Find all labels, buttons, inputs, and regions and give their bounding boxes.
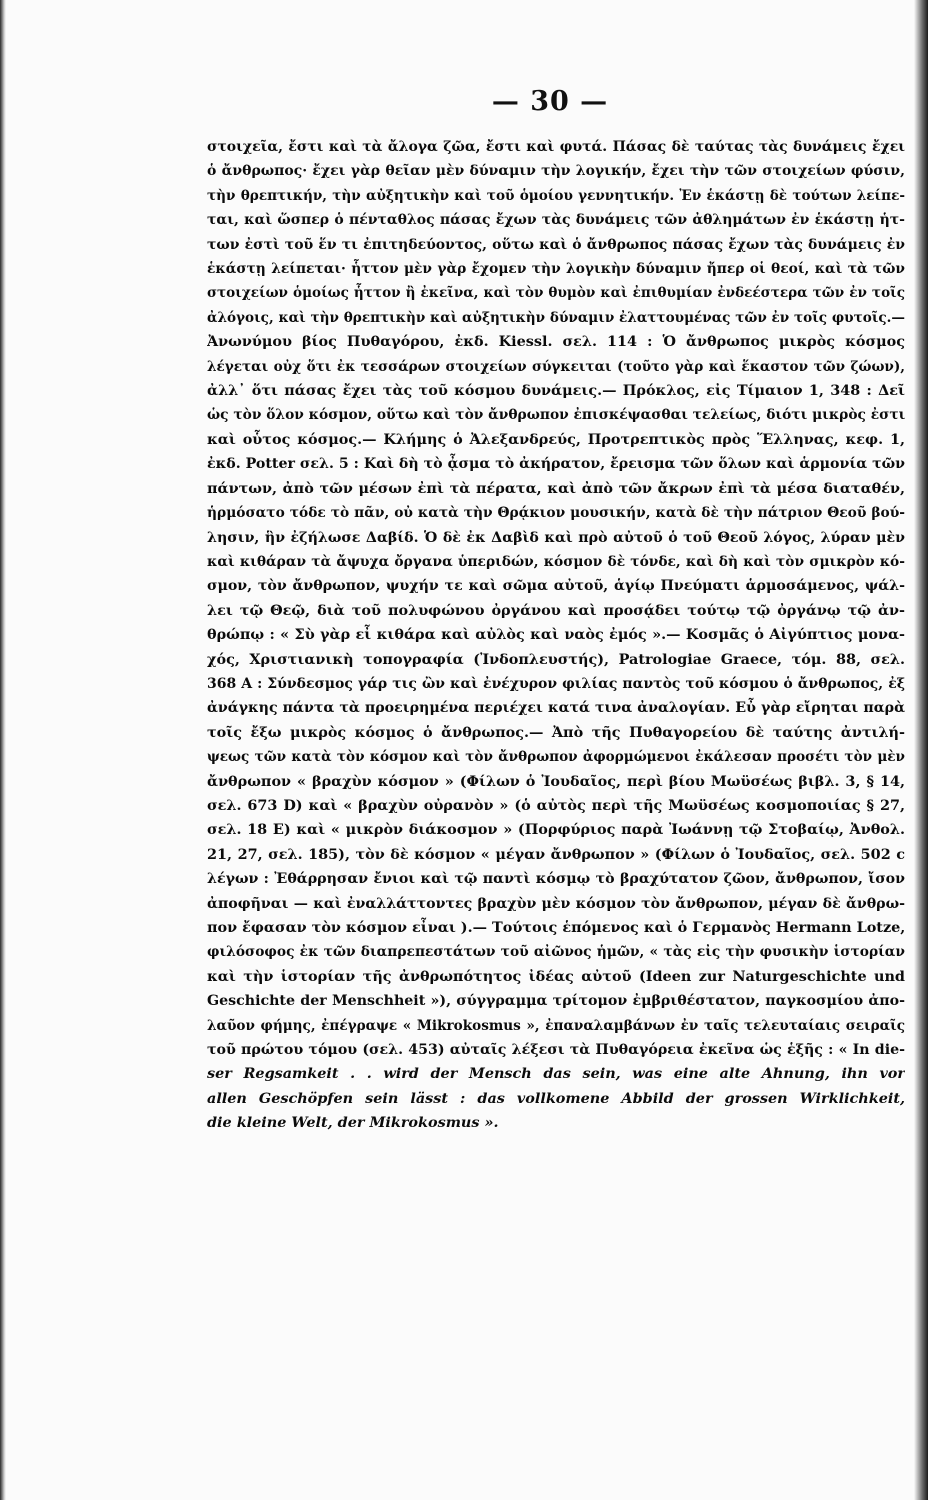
text-line: καὶ κιθάραν τὰ ἄψυχα ὄργανα ὑπεριδών, κόσμον δὲ τόνδε, καὶ δὴ καὶ τὸν σμικρὸν κό- [207, 553, 905, 570]
text-line: στοιχείων ὁμοίως ἧττον ἢ ἐκεῖνα, καὶ τὸν θυμὸν καὶ ἐπιθυμίαν ἐνδεέστερα τῶν ἐν τοῖς [207, 285, 905, 302]
page-edge-right [914, 0, 928, 1500]
text-line: πον ἔφασαν τὸν κόσμον εἶναι ).— Τούτοις ἑπόμενος καὶ ὁ Γερμανὸς Hermann Lotze, [207, 919, 905, 936]
text-line: των ἐστὶ τοῦ ἕν τι ἐπιτηδεύοντος, οὕτω καὶ ὁ ἄνθρωπος πάσας ἔχων τὰς δυνάμεις ἐν [207, 236, 905, 253]
text-line: πάντων, ἀπὸ τῶν μέσων ἐπὶ τὰ πέρατα, καὶ ἀπὸ τῶν ἄκρων ἐπὶ τὰ μέσα διαταθέν, [207, 479, 905, 497]
text-line: ἑκάστῃ λείπεται· ἧττον μὲν γὰρ ἔχομεν τὴν λογικὴν δύναμιν ἤπερ οἱ θεοί, καὶ τὰ τῶν [207, 261, 905, 278]
text-line: φιλόσοφος ἐκ τῶν διαπρεπεστάτων τοῦ αἰῶνος ἡμῶν, « τὰς εἰς τὴν φυσικὴν ἱστορίαν [207, 944, 905, 961]
text-line: ser Regsamkeit . . wird der Mensch das sein, was eine alte Ahnung, ihn vor [207, 1065, 905, 1083]
text-line: χός, Χριστιανικὴ τοπογραφία (Ἰνδοπλευστής), Patrologiae Graece, τόμ. 88, σελ. [207, 650, 905, 668]
page-edge-left [0, 0, 6, 1500]
text-line: ὡς τὸν ὅλον κόσμον, οὕτω καὶ τὸν ἄνθρωπον ἐπισκέψασθαι τελείως, διότι μικρὸς ἐστι [207, 407, 905, 424]
text-line: τὴν θρεπτικήν, τὴν αὐξητικὴν καὶ τοῦ ὁμοίου γεννητικήν. Ἐν ἑκάστῃ δὲ τούτων λείπε- [207, 187, 905, 204]
text-line: ἀλλ᾽ ὅτι πάσας ἔχει τὰς τοῦ κόσμου δυνάμεις.— Πρόκλος, εἰς Τίμαιον 1, 348 : Δεῖ [207, 382, 905, 400]
text-line: ψεως τῶν κατὰ τὸν κόσμον καὶ τὸν ἄνθρωπον ἀφορμώμενοι ἐκάλεσαν προσέτι τὸν μὲν [207, 749, 905, 766]
text-line: σμον, τὸν ἄνθρωπον, ψυχήν τε καὶ σῶμα αὐτοῦ, ἁγίῳ Πνεύματι ἁρμοσάμενος, ψάλ- [207, 578, 905, 595]
text-line: λέγων : Ἐθάρρησαν ἔνιοι καὶ τῷ παντὶ κόσμῳ τὸ βραχύτατον ζῶον, ἄνθρωπον, ἴσον [207, 871, 905, 888]
text-line: λαῦον φήμης, ἐπέγραψε « Mikrokosmus », ἐπαναλαμβάνων ἐν ταῖς τελευταίαις σειραῖς [207, 1017, 905, 1034]
text-line: ἄνθρωπον « βραχὺν κόσμον » (Φίλων ὁ Ἰουδαῖος, περὶ βίου Μωϋσέως βιβλ. 3, § 14, [207, 772, 905, 790]
text-line: 368 A : Σύνδεσμος γάρ τις ὢν καὶ ἐνέχυρον φιλίας παντὸς τοῦ κόσμου ὁ ἄνθρωπος, ἐξ [207, 675, 905, 692]
text-line: ὁ ἄνθρωπος· ἔχει γὰρ θεῖαν μὲν δύναμιν τὴν λογικήν, ἔχει τὴν τῶν στοιχείων φύσιν, [207, 163, 905, 180]
text-line: ται, καὶ ὥσπερ ὁ πένταθλος πάσας ἔχων τὰς δυνάμεις τῶν ἀθλημάτων ἐν ἑκάστῃ ἡτ- [207, 212, 905, 229]
text-line: τοῦ πρώτου τόμου (σελ. 453) αὐταῖς λέξεσι τὰ Πυθαγόρεια ἐκεῖνα ὡς ἑξῆς : « In die- [207, 1042, 905, 1059]
text-line: ἀλόγοις, καὶ τὴν θρεπτικὴν καὶ αὐξητικὴν δύναμιν ἐλαττουμένας τῶν ἐν τοῖς φυτοῖς.— [207, 309, 905, 326]
page-number: — 30 — [491, 86, 609, 117]
text-line: ἡρμόσατο τόδε τὸ πᾶν, οὐ κατὰ τὴν Θρᾴκιον μουσικήν, κατὰ δὲ τὴν πάτριον Θεοῦ βού- [207, 505, 905, 522]
text-line: ἀποφῆναι — καὶ ἐναλλάττοντες βραχὺν μὲν κόσμον τὸν ἄνθρωπον, μέγαν δὲ ἄνθρω- [207, 895, 905, 912]
text-line: λησιν, ἣν ἐζήλωσε Δαβίδ. Ὁ δὲ ἐκ Δαβὶδ καὶ πρὸ αὐτοῦ ὁ τοῦ Θεοῦ λόγος, λύραν μὲν [207, 529, 905, 546]
text-line: ἐκδ. Potter σελ. 5 : Καὶ δὴ τὸ ᾆσμα τὸ ἀκήρατον, ἔρεισμα τῶν ὅλων καὶ ἁρμονία τῶν [207, 456, 905, 473]
text-line: λέγεται οὐχ ὅτι ἐκ τεσσάρων στοιχείων σύγκειται (τοῦτο γὰρ καὶ ἕκαστον τῶν ζώων), [207, 358, 905, 375]
body-text [207, 135, 905, 1136]
text-line: σελ. 673 D) καὶ « βραχὺν οὐρανὸν » (ὁ αὐτὸς περὶ τῆς Μωϋσέως κοσμοποιίας § 27, [207, 796, 905, 814]
text-line: die kleine Welt, der Mikrokosmus ». [207, 1114, 499, 1132]
text-line: allen Geschöpfen sein lässt : das vollkomene Abbild der grossen Wirklichkeit, [207, 1089, 905, 1107]
text-line: 21, 27, σελ. 185), τὸν δὲ κόσμον « μέγαν ἄνθρωπον » (Φίλων ὁ Ἰουδαῖος, σελ. 502 c [207, 845, 905, 863]
text-line: καὶ οὗτος κόσμος.— Κλήμης ὁ Ἀλεξανδρεύς, Προτρεπτικὸς πρὸς Ἕλληνας, κεφ. 1, [207, 430, 905, 448]
text-line: Geschichte der Menschheit »), σύγγραμμα τρίτομον ἐμβριθέστατον, παγκοσμίου ἀπο- [207, 993, 905, 1010]
text-line: λει τῷ Θεῷ, διὰ τοῦ πολυφώνου ὀργάνου καὶ προσᾴδει τούτῳ τῷ ὀργάνῳ τῷ ἀν- [207, 601, 905, 619]
text-line: καὶ τὴν ἱστορίαν τῆς ἀνθρωπότητος ἰδέας αὐτοῦ (Ideen zur Naturgeschichte und [207, 967, 905, 985]
text-line: Ἀνωνύμου βίος Πυθαγόρου, ἐκδ. Kiessl. σελ. 114 : Ὁ ἄνθρωπος μικρὸς κόσμος [207, 333, 905, 351]
text-line: σελ. 18 E) καὶ « μικρὸν διάκοσμον » (Πορφύριος παρὰ Ἰωάννῃ τῷ Στοβαίῳ, Ἀνθολ. [207, 821, 905, 839]
text-line: στοιχεῖα, ἔστι καὶ τὰ ἄλογα ζῶα, ἔστι καὶ φυτά. Πάσας δὲ ταύτας τὰς δυνάμεις ἔχει [207, 139, 905, 155]
text-line: θρώπῳ : « Σὺ γὰρ εἶ κιθάρα καὶ αὐλὸς καὶ ναὸς ἐμός ».— Κοσμᾶς ὁ Αἰγύπτιος μονα- [207, 626, 905, 644]
text-line: ἀνάγκης πάντα τὰ προειρημένα περιέχει κατά τινα ἀναλογίαν. Εὖ γὰρ εἴρηται παρὰ [207, 700, 905, 717]
text-line: τοῖς ἔξω μικρὸς κόσμος ὁ ἄνθρωπος.— Ἀπὸ τῆς Πυθαγορείου δὲ ταύτης ἀντιλή- [207, 723, 905, 741]
